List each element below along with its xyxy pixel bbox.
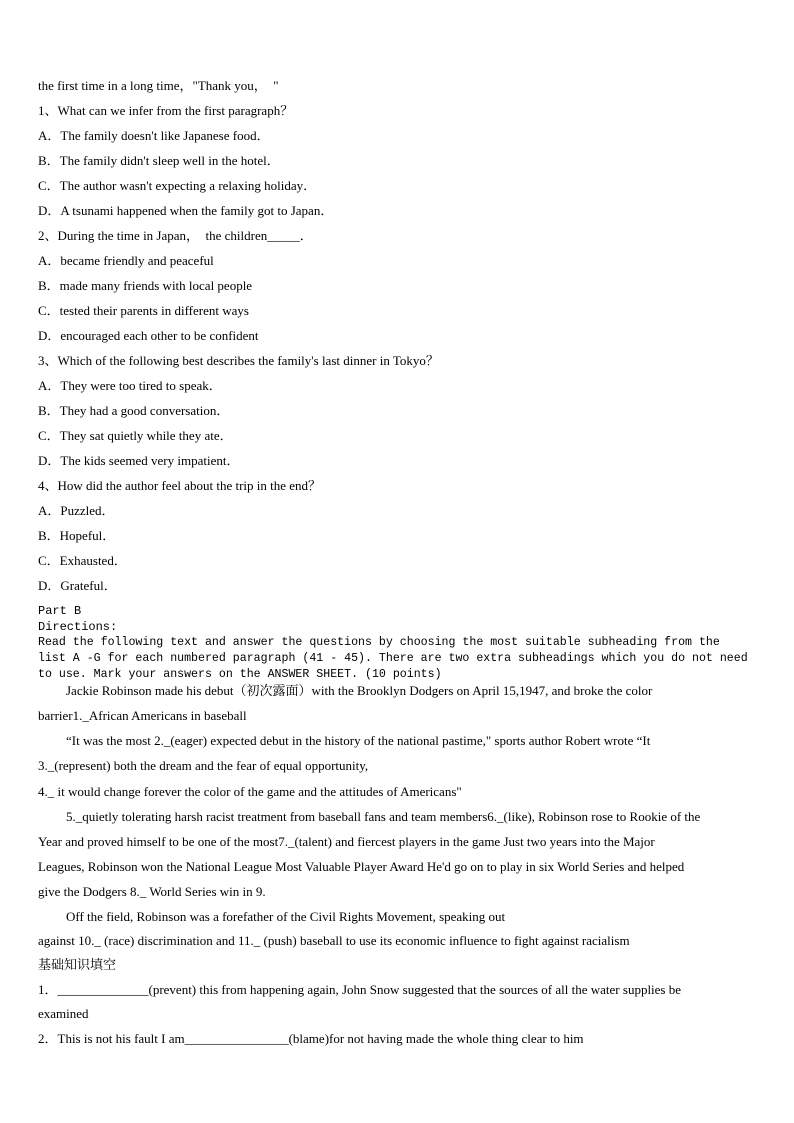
text-line: against 10._ (race) discrimination and 11._ (push) baseball to use its economic influence to fight against racialism	[38, 933, 630, 948]
text-line: “It was the most 2._(eager) expected debut in the history of the national pastime," sports author Robert wrote “It	[66, 733, 651, 748]
text-line: 3、Which of the following best describes the family's last dinner in Tokyo？	[38, 353, 439, 368]
section-heading: Directions:	[38, 620, 118, 634]
text-line: 5._quietly tolerating harsh racist treatment from baseball fans and team members6._(like), Robinson rose to Rookie of the	[66, 809, 701, 824]
section-heading: Part B	[38, 604, 82, 618]
text-line: 基础知识填空	[38, 957, 117, 972]
text-line: B．The family didn't sleep well in the hotel．	[38, 153, 280, 168]
text-line: D．Grateful．	[38, 578, 117, 593]
text-line: Year and proved himself to be one of the most7._(talent) and fiercest players in the game Just two years into the Major	[38, 834, 655, 849]
text-line: A．They were too tired to speak．	[38, 378, 222, 393]
text-line: 1、What can we infer from the first paragraph？	[38, 103, 294, 118]
text-line: D．The kids seemed very impatient．	[38, 453, 240, 468]
text-line: 3._(represent) both the dream and the fear of equal opportunity,	[38, 758, 369, 773]
text-line: give the Dodgers 8._ World Series win in 9.	[38, 884, 266, 899]
text-line: A．The family doesn't like Japanese food．	[38, 128, 270, 143]
text-line: A．Puzzled．	[38, 503, 115, 518]
text-line: D．encouraged each other to be confident	[38, 328, 259, 343]
text-line: list A -G for each numbered paragraph (41 - 45). There are two extra subheadings which you do not need	[38, 652, 748, 665]
text-line: examined	[38, 1006, 89, 1021]
text-line: 1．______________(prevent) this from happening again, John Snow suggested that the sources of all the water supplies be	[38, 982, 682, 997]
text-line: Read the following text and answer the questions by choosing the most suitable subheading from the	[38, 636, 720, 649]
text-line: A．became friendly and peaceful	[38, 253, 214, 268]
text-line: 4._ it would change forever the color of the game and the attitudes of Americans"	[38, 784, 462, 799]
text-line: Jackie Robinson made his debut（初次露面）with the Brooklyn Dodgers on April 15,1947, and broke the color	[66, 683, 653, 698]
text-line: 2．This is not his fault I am________________(blame)for not having made the whole thing clear to him	[38, 1031, 584, 1046]
text-line: barrier1._African Americans in baseball	[38, 708, 247, 723]
text-line: B．made many friends with local people	[38, 278, 253, 293]
text-line: B．Hopeful．	[38, 528, 116, 543]
text-line: the first time in a long time，"Thank you， "	[38, 78, 279, 93]
text-line: Leagues, Robinson won the National League Most Valuable Player Award He'd go on to play in six World Series and helped	[38, 859, 685, 874]
text-line: B．They had a good conversation．	[38, 403, 230, 418]
text-line: C．The author wasn't expecting a relaxing holiday．	[38, 178, 317, 193]
text-line: Off the field, Robinson was a forefather of the Civil Rights Movement, speaking out	[66, 909, 506, 924]
text-line: C．tested their parents in different ways	[38, 303, 249, 318]
text-line: C．Exhausted．	[38, 553, 127, 568]
text-line: C．They sat quietly while they ate．	[38, 428, 233, 443]
text-line: 2、During the time in Japan， the children_____．	[38, 228, 313, 243]
text-line: D．A tsunami happened when the family got to Japan．	[38, 203, 334, 218]
text-line: to use. Mark your answers on the ANSWER SHEET. (10 points)	[38, 668, 442, 681]
text-line: 4、How did the author feel about the trip in the end？	[38, 478, 322, 493]
